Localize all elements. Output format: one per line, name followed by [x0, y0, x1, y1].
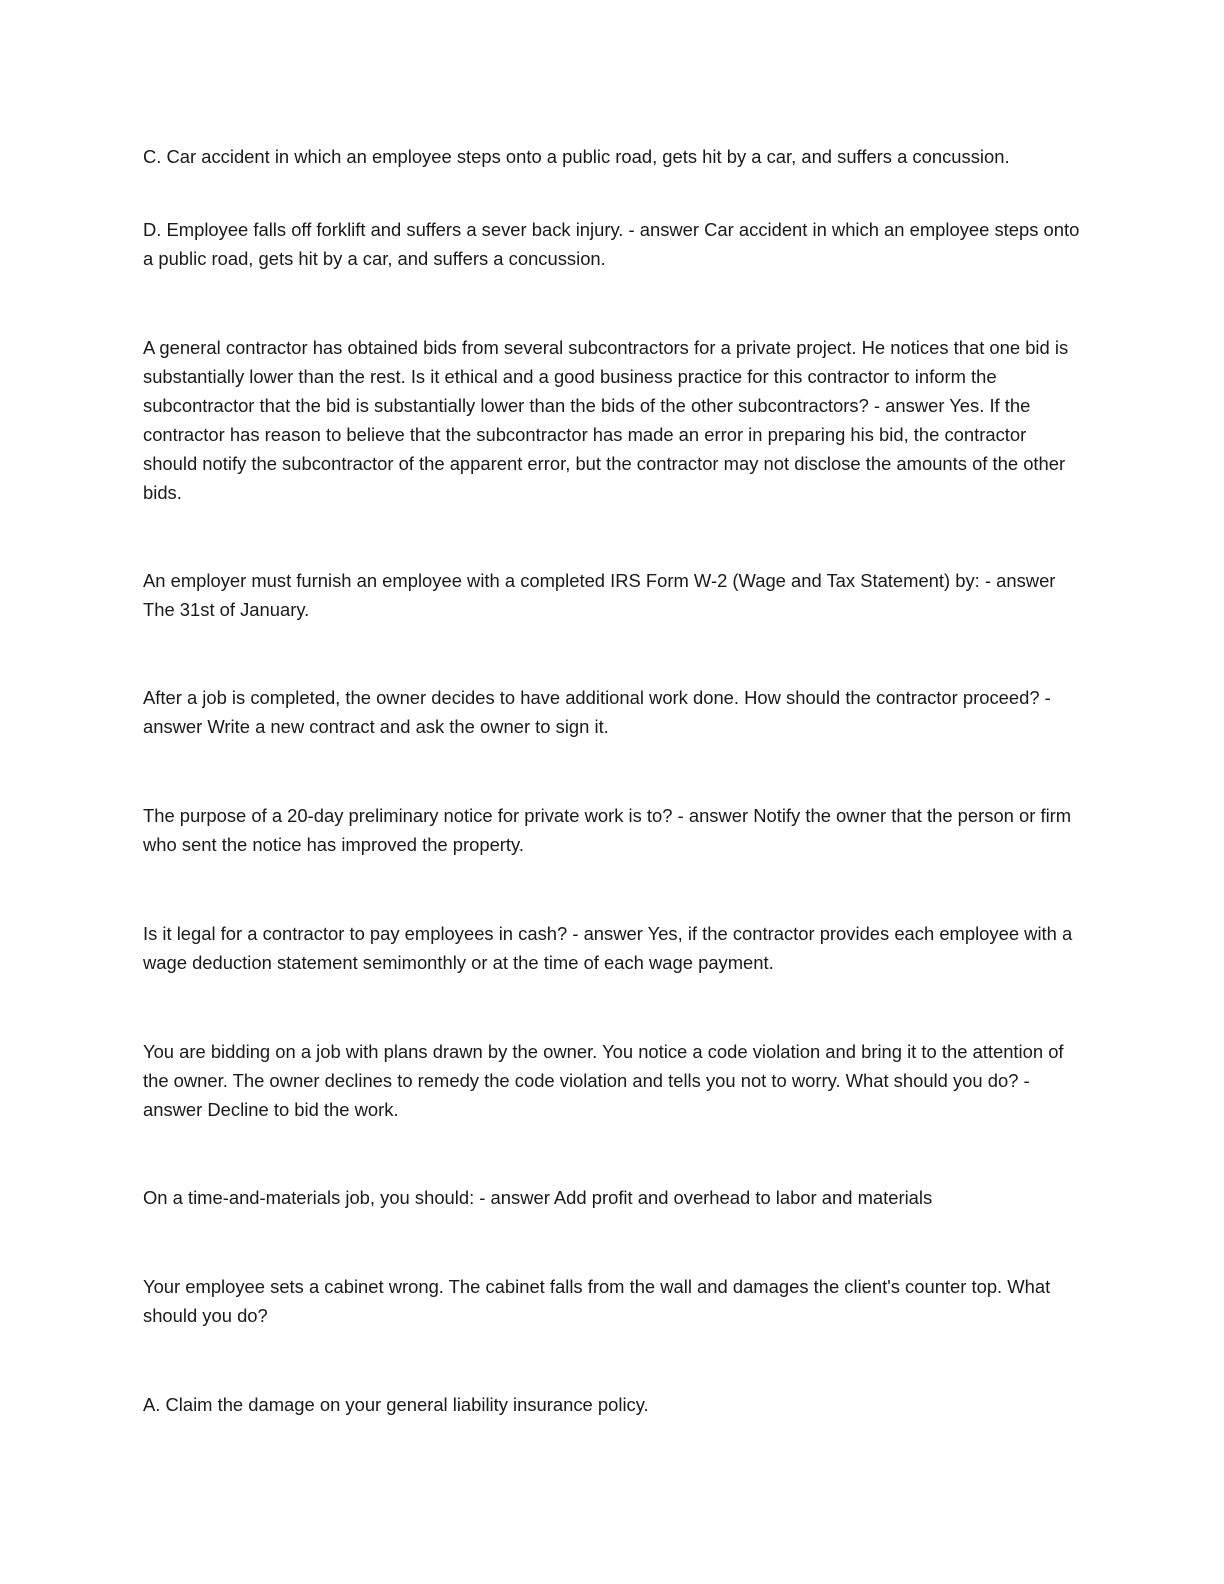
paragraph-additional-work-question: After a job is completed, the owner decides to have additional work done. How should the contractor proceed? - answer Write a new contract and ask the owner to sign it.: [143, 687, 1051, 737]
paragraph-time-materials-question: On a time-and-materials job, you should: - answer Add profit and overhead to labor and materials: [143, 1187, 933, 1208]
paragraph-bid-question: A general contractor has obtained bids from several subcontractors for a private project. He notices that one bid is substantially lower than the rest. Is it ethical and a good business practice for this contractor to inform the subcontractor that the bid is substantially lower than the bids of the other subcontractors? - answer Yes. If the contractor has reason to believe that the subcontractor has made an error in preparing his bid, the contractor should notify the subcontractor of the apparent error, but the contractor may not disclose the amounts of the other bids.: [143, 337, 1069, 503]
paragraph-code-violation-question: You are bidding on a job with plans drawn by the owner. You notice a code violation and bring it to the attention of the owner. The owner declines to remedy the code violation and tells you not to worry. What should you do? - answer Decline to bid the work.: [143, 1041, 1064, 1120]
paragraph-option-d-answer: D. Employee falls off forklift and suffers a sever back injury. - answer Car accident in which an employee steps onto a public road, gets hit by a car, and suffers a concussion.: [143, 219, 1080, 269]
paragraph-w2-question: An employer must furnish an employee with a completed IRS Form W-2 (Wage and Tax Statement) by: - answer The 31st of January.: [143, 570, 1056, 620]
paragraph-option-c: C. Car accident in which an employee steps onto a public road, gets hit by a car, and suffers a concussion.: [143, 146, 1010, 167]
paragraph-option-a: A. Claim the damage on your general liability insurance policy.: [143, 1394, 649, 1415]
paragraph-preliminary-notice-question: The purpose of a 20-day preliminary notice for private work is to? - answer Notify the owner that the person or firm who sent the notice has improved the property.: [143, 805, 1072, 855]
paragraph-cash-pay-question: Is it legal for a contractor to pay employees in cash? - answer Yes, if the contractor provides each employee with a wage deduction statement semimonthly or at the time of each wage payment.: [143, 923, 1073, 973]
paragraph-cabinet-question: Your employee sets a cabinet wrong. The cabinet falls from the wall and damages the client's counter top. What should you do?: [143, 1276, 1051, 1326]
